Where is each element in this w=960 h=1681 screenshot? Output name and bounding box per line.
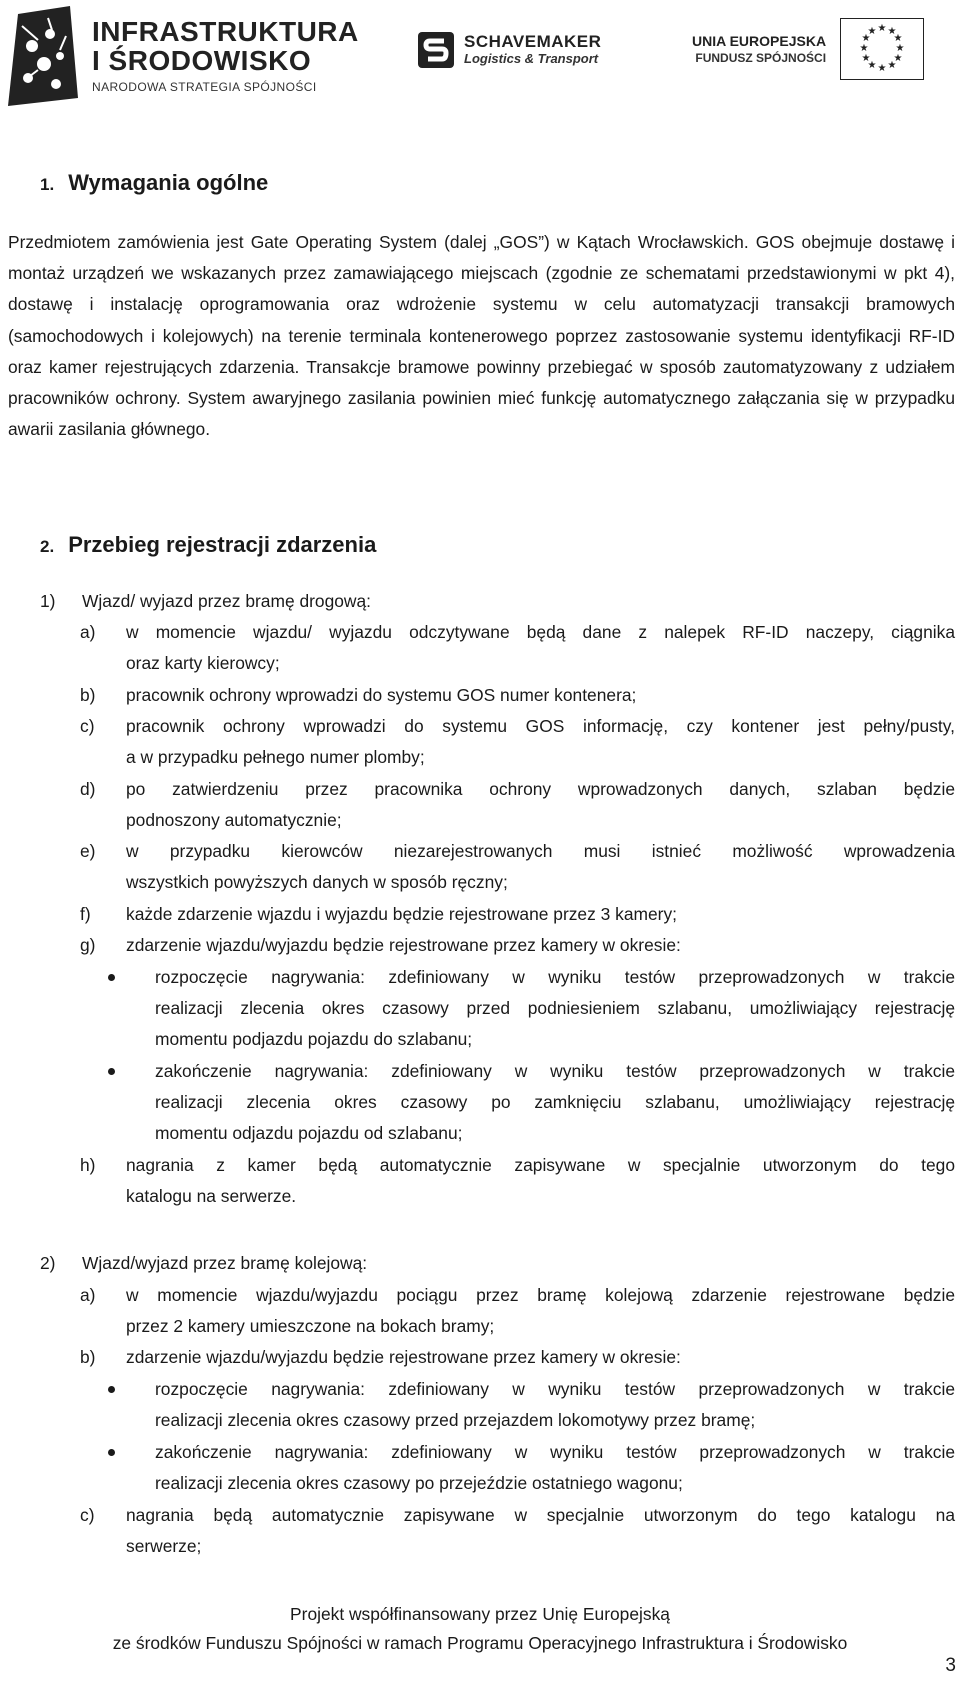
svg-text:★: ★ — [861, 33, 871, 44]
schavemaker-logo — [418, 32, 601, 68]
page-number: 3 — [945, 1655, 956, 1676]
page-header — [0, 0, 960, 120]
item-1h-line2: katalogu na serwerze. — [126, 1186, 297, 1206]
item-1g-label: g) — [80, 935, 96, 955]
item-1a-label: a) — [80, 622, 96, 642]
item-1a-line1: w momencie wjazdu/ wyjazdu odczytywane będą dane z nalepek RF-ID naczepy, ciągnika — [126, 622, 955, 642]
item-2b-line1: zdarzenie wjazdu/wyjazdu będzie rejestrowane przez kamery w okresie: — [126, 1347, 681, 1367]
item-1c-line1: pracownik ochrony wprowadzi do systemu GOS informację, czy kontener jest pełny/pusty, — [126, 716, 955, 736]
bullet-icon — [108, 1449, 115, 1456]
logo-text-line1: INFRASTRUKTURA — [92, 16, 359, 47]
bullet-icon — [108, 974, 115, 981]
section-title: Wymagania ogólne — [68, 170, 269, 195]
svg-text:★: ★ — [893, 33, 903, 44]
item-1d-line2: podnoszony automatycznie; — [126, 810, 342, 830]
item-1g-bullet2-line1: zakończenie nagrywania: zdefiniowany w wyniku testów przeprowadzonych w trakcie — [155, 1061, 955, 1081]
schavemaker-s-icon — [418, 32, 454, 68]
item-1d-label: d) — [80, 779, 96, 799]
schavemaker-tagline: Logistics & Transport — [464, 51, 599, 66]
bullet-icon — [108, 1068, 115, 1075]
nss-emblem-icon — [8, 6, 78, 106]
item-2b-label: b) — [80, 1347, 96, 1367]
eu-fund-logo — [692, 18, 924, 80]
item-1e-label: e) — [80, 841, 96, 861]
item-2-title: Wjazd/wyjazd przez bramę kolejową: — [82, 1253, 368, 1273]
eu-text-line2: FUNDUSZ SPÓJNOŚCI — [695, 51, 827, 65]
item-1b-line1: pracownik ochrony wprowadzi do systemu GOS numer kontenera; — [126, 685, 637, 705]
item-1h-line1: nagrania z kamer będą automatycznie zapisywane w specjalnie utworzonym do tego — [126, 1155, 955, 1175]
item-1g-line1: zdarzenie wjazdu/wyjazdu będzie rejestrowane przez kamery w okresie: — [126, 935, 681, 955]
item-1g-bullet1-line1: rozpoczęcie nagrywania: zdefiniowany w wyniku testów przeprowadzonych w trakcie — [155, 967, 955, 987]
eu-text-line1: UNIA EUROPEJSKA — [692, 33, 827, 49]
svg-text:★: ★ — [877, 63, 887, 74]
section-2-heading — [40, 532, 376, 558]
logo-text-line3: NARODOWA STRATEGIA SPÓJNOŚCI — [92, 80, 317, 94]
svg-text:★: ★ — [895, 43, 905, 54]
item-1b-label: b) — [80, 685, 96, 705]
svg-text:★: ★ — [859, 43, 869, 54]
item-1g-bullet1-line3: momentu podjazdu pojazdu do szlabanu; — [155, 1029, 473, 1049]
item-1g-bullet2-line3: momentu odjazdu pojazdu od szlabanu; — [155, 1123, 463, 1143]
item-2c-label: c) — [80, 1505, 95, 1525]
item-2a-label: a) — [80, 1285, 96, 1305]
item-2b-bullet2-line2: realizacji zlecenia okres czasowy po przejeździe ostatniego wagonu; — [155, 1473, 683, 1493]
schavemaker-name: SCHAVEMAKER — [464, 32, 602, 51]
item-2a-line1: w momencie wjazdu/wyjazdu pociągu przez bramę kolejową zdarzenie rejestrowane będzie — [126, 1285, 955, 1305]
item-1-title: Wjazd/ wyjazd przez bramę drogową: — [82, 591, 371, 611]
section-number: 1. — [40, 175, 55, 194]
section-1-paragraph: Przedmiotem zamówienia jest Gate Operating System (dalej „GOS”) w Kątach Wrocławskich. GOS obejmuje dostawę i montaż urządzeń we wskazanych przez zamawiającego miejscach (zgodnie ze schematami przedstawionymi w pkt 4), dostawę i instalację oprogramowania oraz wdrożenie systemu w celu automatyzacji transakcji bramowych (samochodowych i kolejowych) na terenie terminala kontenerowego poprzez zastosowanie systemu identyfikacji RF-ID oraz kamer rejestrujących zdarzenia. Transakcje bramowe powinny przebiegać w sposób zautomatyzowany z udziałem pracowników ochrony. System awaryjnego zasilania powinien mieć funkcję automatycznego załączania się w przypadku awarii zasilania głównego. — [8, 232, 955, 440]
section-number: 2. — [40, 537, 55, 556]
item-1e-line2: wszystkich powyższych danych w sposób ręczny; — [126, 872, 508, 892]
svg-text:★: ★ — [867, 60, 877, 71]
svg-text:★: ★ — [887, 26, 897, 37]
footer-line1: Projekt współfinansowany przez Unię Europejską — [290, 1604, 670, 1624]
section-title: Przebieg rejestracji zdarzenia — [68, 532, 377, 557]
item-1f-label: f) — [80, 904, 91, 924]
item-2c-line1: nagrania będą automatycznie zapisywane w specjalnie utworzonym do tego katalogu na — [126, 1505, 955, 1525]
item-2c-line2: serwerze; — [126, 1536, 202, 1556]
infrastruktura-srodowisko-logo — [8, 6, 359, 106]
item-1d-line1: po zatwierdzeniu przez pracownika ochrony wprowadzonych danych, szlaban będzie — [126, 779, 955, 799]
item-1e-line1: w przypadku kierowców niezarejestrowanych musi istnieć możliwość wprowadzenia — [126, 841, 955, 861]
item-2b-bullet1-line1: rozpoczęcie nagrywania: zdefiniowany w wyniku testów przeprowadzonych w trakcie — [155, 1379, 955, 1399]
item-2-label: 2) — [40, 1253, 56, 1273]
item-1f-line1: każde zdarzenie wjazdu i wyjazdu będzie rejestrowane przez 3 kamery; — [126, 904, 677, 924]
svg-text:★: ★ — [867, 26, 877, 37]
item-2a-line2: przez 2 kamery umieszczone na bokach bramy; — [126, 1316, 495, 1336]
item-1g-bullet1-line2: realizacji zlecenia okres czasowy przed podniesieniem szlabanu, umożliwiający rejestrację — [155, 998, 955, 1018]
svg-text:★: ★ — [877, 23, 887, 34]
svg-text:★: ★ — [887, 60, 897, 71]
svg-text:★: ★ — [893, 53, 903, 64]
item-1a-line2: oraz karty kierowcy; — [126, 653, 280, 673]
item-1h-label: h) — [80, 1155, 96, 1175]
item-1g-bullet2-line2: realizacji zlecenia okres czasowy po zamknięciu szlabanu, umożliwiający rejestrację — [155, 1092, 955, 1112]
item-1c-label: c) — [80, 716, 95, 736]
item-2b-bullet2-line1: zakończenie nagrywania: zdefiniowany w wyniku testów przeprowadzonych w trakcie — [155, 1442, 955, 1462]
logo-text-line2: I ŚRODOWISKO — [92, 45, 312, 76]
bullet-icon — [108, 1386, 115, 1393]
eu-flag-icon — [840, 18, 924, 80]
footer-line2: ze środków Funduszu Spójności w ramach Programu Operacyjnego Infrastruktura i Środowisko — [112, 1633, 848, 1653]
section-1-heading — [40, 170, 268, 196]
item-2b-bullet1-line2: realizacji zlecenia okres czasowy przed przejazdem lokomotywy przez bramę; — [155, 1410, 756, 1430]
svg-text:★: ★ — [861, 53, 871, 64]
item-1-label: 1) — [40, 591, 56, 611]
item-1c-line2: a w przypadku pełnego numer plomby; — [126, 747, 425, 767]
